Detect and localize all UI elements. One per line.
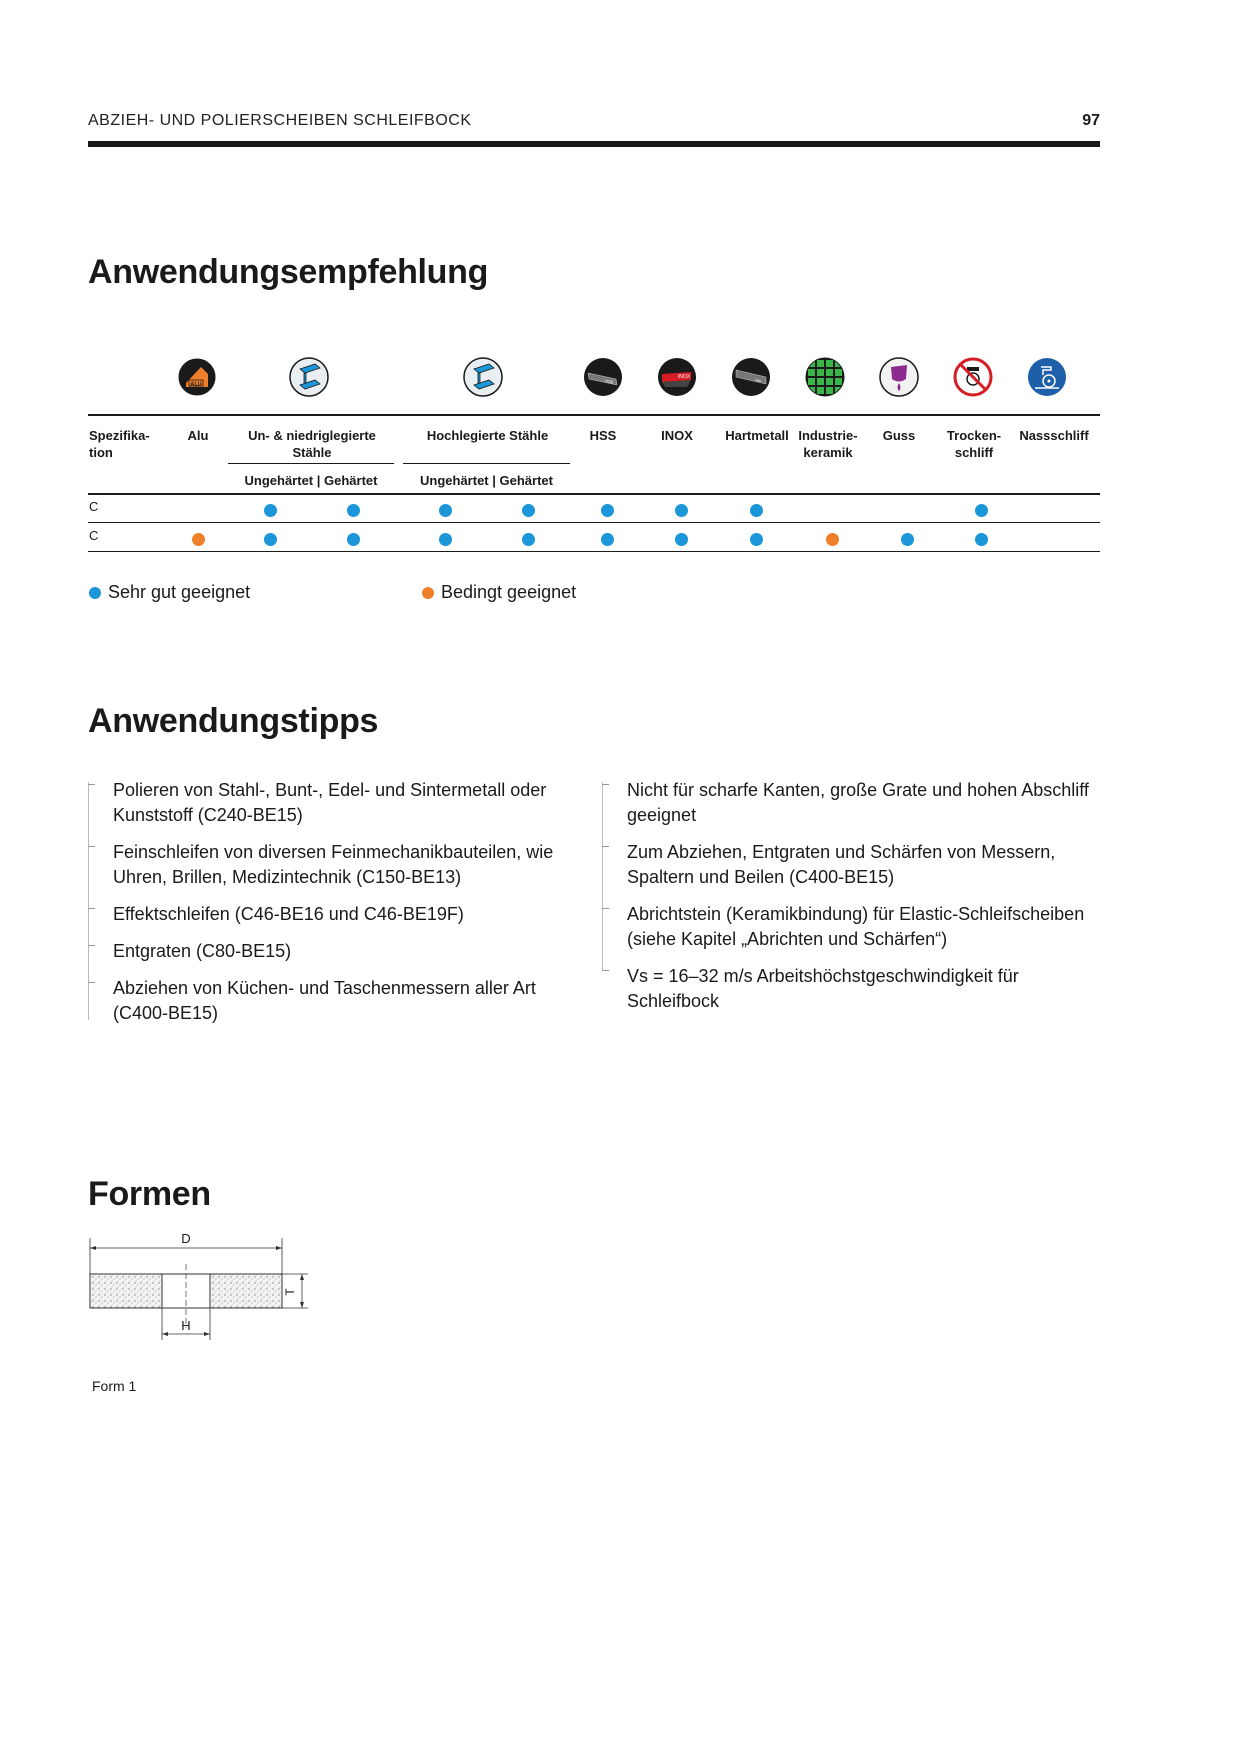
col-label-hartmetall: Hartmetall xyxy=(725,428,789,443)
rating-dot-good xyxy=(750,533,763,546)
rating-dot-good xyxy=(439,504,452,517)
tip-tick xyxy=(88,945,95,946)
tip-item: Zum Abziehen, Entgraten und Schärfen von Messern, Spaltern und Beilen (C400-BE15) xyxy=(602,840,1100,890)
tip-item: Polieren von Stahl-, Bunt-, Edel- und Sintermetall oder Kunststoff (C240-BE15) xyxy=(88,778,588,828)
tip-item: Entgraten (C80-BE15) xyxy=(88,939,588,964)
tip-tick xyxy=(88,982,95,983)
dim-d-label: D xyxy=(181,1231,191,1246)
cast-icon xyxy=(879,357,919,397)
col-label-un-niedrig: Un- & niedriglegierte Stähle xyxy=(248,428,376,460)
tip-item: Abrichtstein (Keramikbindung) für Elastic-Schleifscheiben (siehe Kapitel „Abrichten und Schärfen“) xyxy=(602,902,1100,952)
rating-dot-good xyxy=(901,533,914,546)
rating-dot-good xyxy=(522,504,535,517)
rating-dot-good xyxy=(601,504,614,517)
rating-dot-good xyxy=(675,504,688,517)
col-label-industriekeramik: Industrie- keramik xyxy=(798,428,858,460)
tip-item: Effektschleifen (C46-BE16 und C46-BE19F) xyxy=(88,902,588,927)
tip-item: Nicht für scharfe Kanten, große Grate und hohen Abschliff geeignet xyxy=(602,778,1100,828)
legend-conditional-label: Bedingt geeignet xyxy=(441,582,577,602)
svg-text:INOX: INOX xyxy=(677,374,691,380)
hss-icon xyxy=(583,357,623,397)
rating-dot-good xyxy=(439,533,452,546)
row-spec-label: C xyxy=(89,499,99,514)
tips-right-list xyxy=(602,778,1100,1026)
svg-text:HM: HM xyxy=(754,378,761,384)
form-caption: Form 1 xyxy=(92,1378,137,1394)
table-bottom-rule xyxy=(88,551,1100,552)
col-label-guss: Guss xyxy=(882,428,916,443)
legend-conditional xyxy=(422,582,576,603)
alu-icon xyxy=(177,357,217,397)
subheader-rule-un xyxy=(228,463,394,464)
tip-item: Abziehen von Küchen- und Taschenmessern aller Art (C400-BE15) xyxy=(88,976,588,1026)
rating-dot-good xyxy=(601,533,614,546)
svg-text:ALU: ALU xyxy=(190,381,202,388)
form-1-diagram xyxy=(80,1228,320,1348)
legend-good-label: Sehr gut geeignet xyxy=(108,582,251,602)
rating-dot-good xyxy=(347,504,360,517)
tip-tick xyxy=(88,784,95,785)
table-header-rule xyxy=(88,493,1100,495)
col-label-trockenschliff: Trocken- schliff xyxy=(946,428,1002,460)
forms-heading: Formen xyxy=(88,1175,211,1213)
inox-icon xyxy=(657,357,697,397)
legend-conditional-dot xyxy=(422,587,434,599)
tip-item: Vs = 16–32 m/s Arbeitshöchstgeschwindigkeit für Schleifbock xyxy=(602,964,1100,1014)
rating-dot-good xyxy=(675,533,688,546)
row-spec-label: C xyxy=(89,528,99,543)
subheader-hoch: Ungehärtet | Gehärtet xyxy=(420,473,553,488)
wet-grinding-icon xyxy=(1027,357,1067,397)
rating-dot-good xyxy=(975,533,988,546)
running-header: ABZIEH- UND POLIERSCHEIBEN SCHLEIFBOCK xyxy=(88,112,472,129)
col-label-alu: Alu xyxy=(187,428,209,443)
header-rule xyxy=(88,141,1100,147)
tips-heading: Anwendungstipps xyxy=(88,702,379,740)
hartmetall-icon xyxy=(731,357,771,397)
rating-dot-good xyxy=(264,504,277,517)
rating-dot-good xyxy=(750,504,763,517)
recommendation-heading: Anwendungsempfehlung xyxy=(88,253,489,291)
col-label-nassschliff: Nassschliff xyxy=(1019,428,1089,443)
col-spec-label: Spezifika- tion xyxy=(89,428,150,460)
legend-good xyxy=(89,582,250,603)
table-top-rule xyxy=(88,414,1100,416)
page-number: 97 xyxy=(1082,112,1100,129)
rating-dot-good xyxy=(522,533,535,546)
col-label-hss: HSS xyxy=(589,428,617,443)
table-row-rule xyxy=(88,522,1100,523)
dim-t-label: T xyxy=(283,1288,297,1296)
tip-item: Feinschleifen von diversen Feinmechanikbauteilen, wie Uhren, Brillen, Medizintechnik (C150-BE13) xyxy=(88,840,588,890)
rating-dot-good xyxy=(975,504,988,517)
rating-dot-conditional xyxy=(826,533,839,546)
subheader-un: Ungehärtet | Gehärtet xyxy=(244,473,378,488)
dim-h-label: H xyxy=(181,1318,191,1333)
tip-tick xyxy=(88,908,95,909)
col-label-inox: INOX xyxy=(661,428,693,443)
dry-grinding-icon xyxy=(953,357,993,397)
tip-tick xyxy=(602,846,609,847)
tip-tick xyxy=(602,784,609,785)
col-label-hochlegiert: Hochlegierte Stähle xyxy=(426,428,549,443)
rating-dot-conditional xyxy=(192,533,205,546)
tip-tick xyxy=(602,970,609,971)
tip-tick xyxy=(602,908,609,909)
svg-text:HSS: HSS xyxy=(604,378,614,385)
steel-beam-icon xyxy=(463,357,503,397)
subheader-rule-hoch xyxy=(403,463,570,464)
steel-beam-icon xyxy=(289,357,329,397)
tip-tick xyxy=(88,846,95,847)
rating-dot-good xyxy=(264,533,277,546)
ceramic-icon xyxy=(805,357,845,397)
rating-dot-good xyxy=(347,533,360,546)
legend-good-dot xyxy=(89,587,101,599)
tips-left-list xyxy=(88,778,588,1038)
